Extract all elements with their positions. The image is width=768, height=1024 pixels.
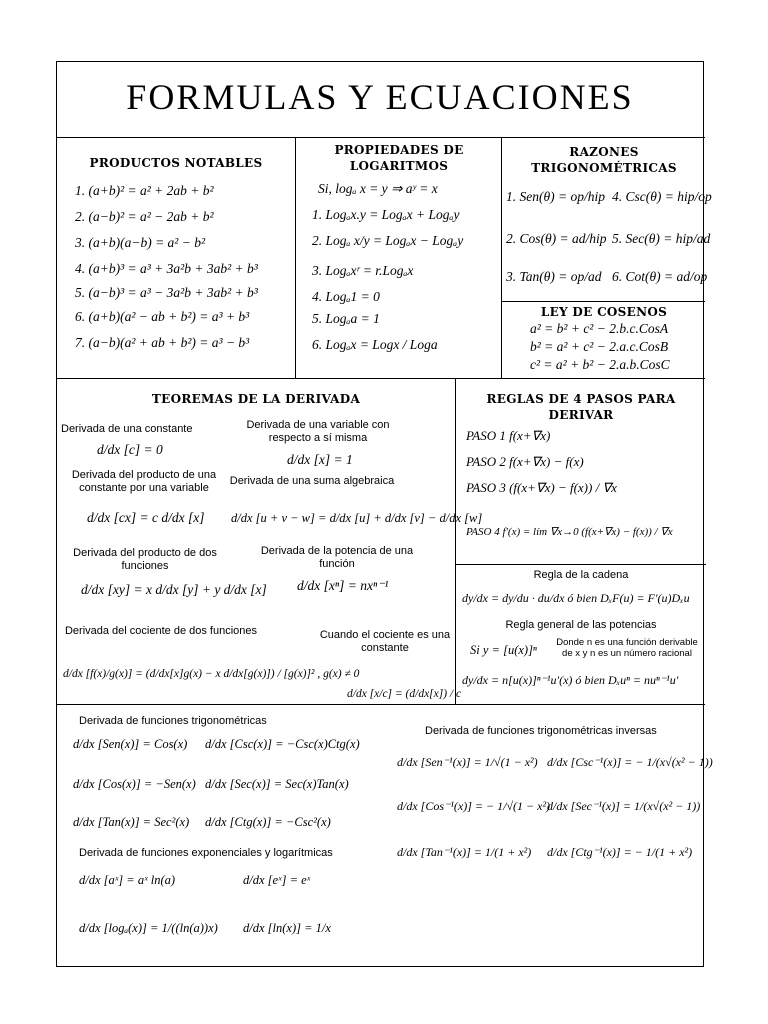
- reglas-header: REGLAS DE 4 PASOS PARA DERIVAR: [486, 392, 676, 422]
- paso-item: PASO 2 f(x+∇x) − f(x): [466, 454, 584, 469]
- inversa-item: d/dx [Tan⁻¹(x)] = 1/(1 + x²): [397, 845, 532, 859]
- teorema-8-formula: d/dx [x/c] = (d/dx[x]) / c: [347, 688, 462, 700]
- page-title: FORMULAS Y ECUACIONES: [126, 77, 634, 117]
- cosenos-section: [501, 301, 705, 378]
- teorema-6-formula: d/dx [xⁿ] = nxⁿ⁻¹: [297, 578, 389, 593]
- razon-item: 6. Cot(θ) = ad/op: [612, 269, 708, 284]
- exponencial-item: d/dx [ln(x)] = 1/x: [243, 921, 331, 935]
- razon-item: 2. Cos(θ) = ad/hip: [506, 231, 607, 246]
- cadena-formula: dy/dx = dy/du · du/dx ó bien DₓF(u) = F′(u)Dₓu: [462, 591, 690, 605]
- cosenos-header: LEY DE COSENOS: [540, 305, 668, 319]
- trig-item: d/dx [Cos(x)] = −Sen(x): [73, 777, 196, 791]
- teorema-4-formula: d/dx [u + v − w] = d/dx [u] + d/dx [v] − d/dx [w]: [231, 511, 483, 525]
- logaritmo-definition: Si, logₐ x = y ⇒ aʸ = x: [318, 181, 438, 196]
- derivadas-section: [57, 704, 713, 968]
- potencias-title: Regla general de las potencias: [505, 619, 657, 631]
- trig-item: d/dx [Csc(x)] = −Csc(x)Ctg(x): [205, 737, 360, 751]
- trig-item: d/dx [Sec(x)] = Sec(x)Tan(x): [205, 777, 349, 791]
- inversa-item: d/dx [Cos⁻¹(x)] = − 1/√(1 − x²): [397, 799, 551, 813]
- trig-item: d/dx [Ctg(x)] = −Csc²(x): [205, 815, 331, 829]
- razon-item: 3. Tan(θ) = op/ad: [506, 269, 602, 284]
- cadena-title: Regla de la cadena: [533, 569, 629, 581]
- productos-section: [57, 137, 295, 378]
- inversa-item: d/dx [Ctg⁻¹(x)] = − 1/(1 + x²): [547, 845, 693, 859]
- producto-item: 4. (a+b)³ = a³ + 3a²b + 3ab² + b³: [75, 261, 258, 276]
- paso-item: PASO 1 f(x+∇x): [466, 428, 551, 443]
- inversas-header: Derivada de funciones trigonométricas inversas: [425, 725, 657, 737]
- trig-item: d/dx [Sen(x)] = Cos(x): [73, 737, 188, 751]
- logaritmo-item: 3. Logₐxʳ = r.Logₐx: [312, 263, 414, 278]
- teorema-2-formula: d/dx [x] = 1: [287, 452, 353, 467]
- logaritmos-section: [295, 137, 501, 378]
- logaritmos-header: PROPIEDADES DE LOGARITMOS: [334, 143, 464, 173]
- producto-item: 6. (a+b)(a² − ab + b²) = a³ + b³: [75, 309, 250, 324]
- teorema-4-title: Derivada de una suma algebraica: [229, 475, 395, 487]
- logaritmo-item: 6. Logₐx = Logx / Loga: [312, 337, 438, 352]
- inversa-item: d/dx [Sen⁻¹(x)] = 1/√(1 − x²): [397, 755, 538, 769]
- exponenciales-header: Derivada de funciones exponenciales y logarítmicas: [79, 847, 333, 859]
- formula-sheet: [56, 61, 713, 967]
- producto-item: 7. (a−b)(a² + ab + b²) = a³ − b³: [75, 335, 250, 350]
- teorema-1-formula: d/dx [c] = 0: [97, 442, 163, 457]
- teorema-2-title: Derivada de una variable con respecto a sí misma: [246, 419, 390, 444]
- producto-item: 2. (a−b)² = a² − 2ab + b²: [75, 209, 214, 224]
- razones-section: [501, 137, 712, 301]
- razon-item: 5. Sec(θ) = hip/ad: [612, 231, 711, 246]
- trig-item: d/dx [Tan(x)] = Sec²(x): [73, 815, 190, 829]
- cadena-section: [456, 564, 706, 705]
- inversa-item: d/dx [Sec⁻¹(x)] = 1/(x√(x² − 1)): [547, 799, 701, 813]
- teorema-1-title: Derivada de una constante: [61, 423, 193, 435]
- producto-item: 3. (a+b)(a−b) = a² − b²: [75, 235, 206, 250]
- teorema-5-title: Derivada del producto de dos funciones: [73, 547, 217, 572]
- potencias-note: Donde n es una función derivable de x y n es un número racional: [556, 637, 698, 659]
- teorema-3-formula: d/dx [cx] = c d/dx [x]: [87, 510, 205, 525]
- exponencial-item: d/dx [eˣ] = eˣ: [243, 873, 311, 887]
- coseno-item: b² = a² + c² − 2.a.c.CosB: [530, 339, 669, 354]
- inversa-item: d/dx [Csc⁻¹(x)] = − 1/(x√(x² − 1)): [547, 755, 713, 769]
- logaritmo-item: 4. Logₐ1 = 0: [312, 289, 380, 304]
- teorema-8-title: Cuando el cociente es una constante: [319, 629, 451, 654]
- teoremas-section: [57, 378, 483, 704]
- coseno-item: a² = b² + c² − 2.b.c.CosA: [530, 321, 669, 336]
- logaritmo-item: 2. Logₐ x/y = Logₐx − Logₐy: [312, 233, 464, 248]
- potencias-si: Si y = [u(x)]ⁿ: [470, 643, 537, 657]
- paso-item: PASO 4 f′(x) = lím ∇x→0 (f(x+∇x) − f(x)) / ∇x: [466, 526, 673, 538]
- razon-item: 4. Csc(θ) = hip/op: [612, 189, 712, 204]
- logaritmo-item: 5. Logₐa = 1: [312, 311, 380, 326]
- producto-item: 1. (a+b)² = a² + 2ab + b²: [75, 183, 214, 198]
- teorema-3-title: Derivada del producto de una constante por una variable: [71, 469, 217, 494]
- teoremas-header: TEOREMAS DE LA DERIVADA: [151, 392, 361, 406]
- productos-header: PRODUCTOS NOTABLES: [89, 156, 263, 170]
- potencias-formula: dy/dx = n[u(x)]ⁿ⁻¹u′(x) ó bien Dₓuⁿ = nuⁿ⁻¹u′: [462, 673, 679, 687]
- exponencial-item: d/dx [aˣ] = aˣ ln(a): [79, 873, 176, 887]
- exponencial-item: d/dx [logₐ(x)] = 1/((ln(a))x): [79, 921, 218, 935]
- razones-header: RAZONES TRIGONOMÉTRICAS: [531, 145, 677, 175]
- trig-header: Derivada de funciones trigonométricas: [79, 715, 267, 727]
- reglas-section: [455, 378, 705, 704]
- teorema-7-formula: d/dx [f(x)/g(x)] = (d/dx[x]g(x) − x d/dx[g(x)]) / [g(x)]² , g(x) ≠ 0: [63, 668, 360, 680]
- razon-item: 1. Sen(θ) = op/hip: [506, 189, 605, 204]
- teorema-7-title: Derivada del cociente de dos funciones: [64, 625, 257, 637]
- logaritmo-item: 1. Logₐx.y = Logₐx + Logₐy: [312, 207, 460, 222]
- paso-item: PASO 3 (f(x+∇x) − f(x)) / ∇x: [466, 480, 617, 495]
- teorema-5-formula: d/dx [xy] = x d/dx [y] + y d/dx [x]: [81, 582, 267, 597]
- coseno-item: c² = a² + b² − 2.a.b.CosC: [530, 357, 670, 372]
- producto-item: 5. (a−b)³ = a³ − 3a²b + 3ab² + b³: [75, 285, 258, 300]
- teorema-6-title: Derivada de la potencia de una función: [260, 545, 414, 570]
